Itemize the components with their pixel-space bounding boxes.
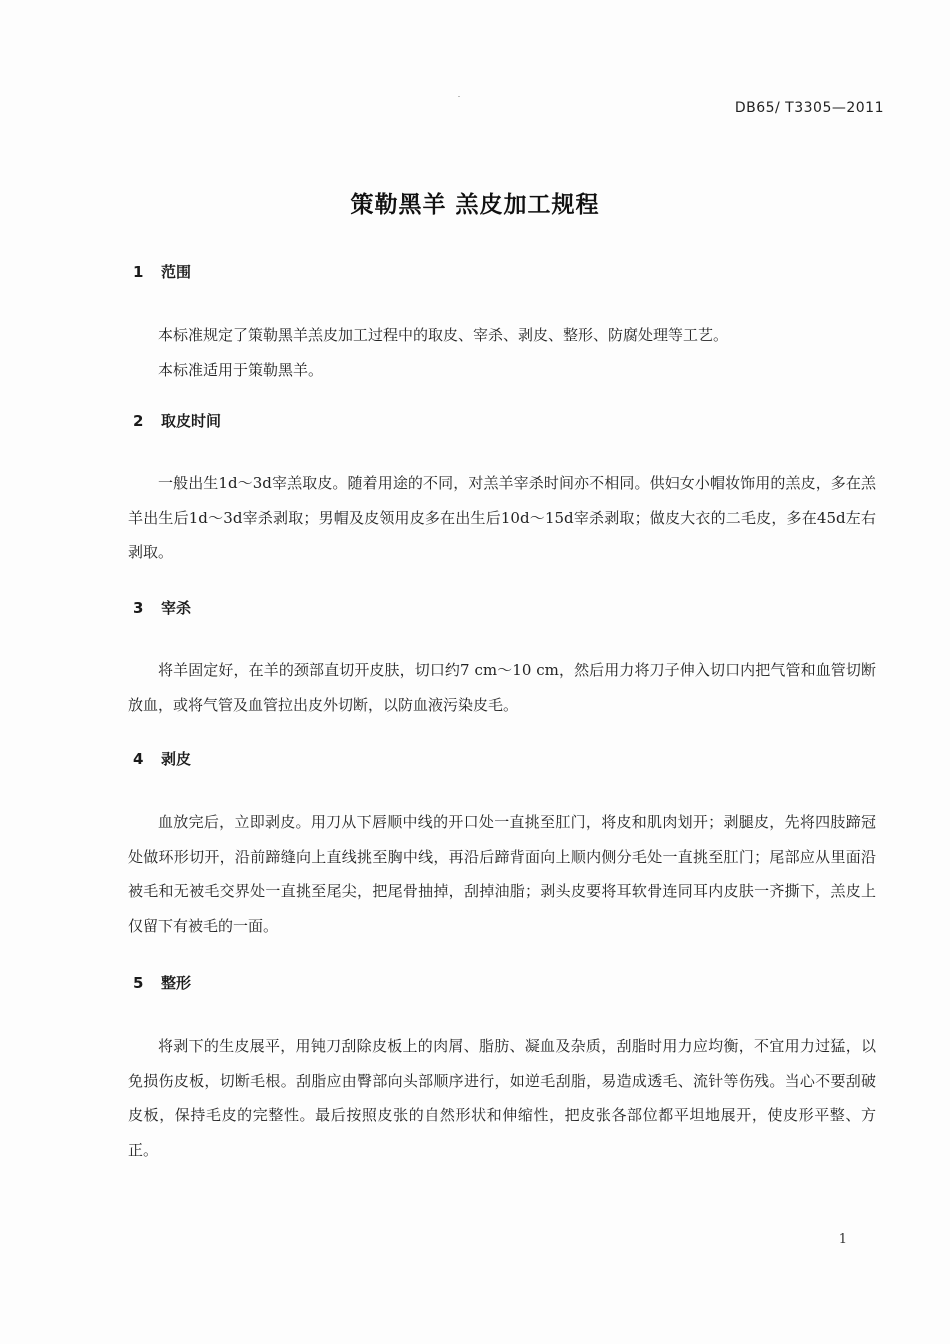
standard-code: DB65/ T3305—2011	[734, 100, 884, 116]
section-body-5	[128, 1029, 876, 1167]
section-body-1	[128, 318, 876, 387]
section-body-4	[128, 805, 876, 943]
section-body-2	[128, 466, 876, 570]
section-title: 范围	[161, 263, 192, 281]
section-heading-5	[133, 972, 191, 993]
section-number: 5	[133, 974, 144, 992]
section-number: 4	[133, 750, 144, 768]
scan-speck	[458, 96, 460, 97]
paragraph: 本标准规定了策勒黑羊羔皮加工过程中的取皮、宰杀、剥皮、整形、防腐处理等工艺。	[158, 326, 729, 344]
section-body-3	[128, 653, 876, 722]
section-heading-3	[133, 597, 191, 618]
paragraph: 将剥下的生皮展平，用钝刀刮除皮板上的肉屑、脂肪、凝血及杂质，刮脂时用力应均衡，不宜用力过猛，以免损伤皮板，切断毛根。刮脂应由臀部向头部顺序进行，如逆毛刮脂，易造成透毛、流针等伤残。当心不要刮破皮板，保持毛皮的完整性。最后按照皮张的自然形状和伸缩性，把皮张各部位都平坦地展开，使皮形平整、方正。	[128, 1037, 876, 1159]
section-heading-4	[133, 748, 191, 769]
paragraph: 一般出生1d～3d宰羔取皮。随着用途的不同，对羔羊宰杀时间亦不相同。供妇女小帽妆饰用的羔皮，多在羔羊出生后1d～3d宰杀剥取；男帽及皮领用皮多在出生后10d～15d宰杀剥取；做皮大衣的二毛皮，多在45d左右剥取。	[128, 474, 876, 561]
paragraph: 血放完后，立即剥皮。用刀从下唇顺中线的开口处一直挑至肛门，将皮和肌肉划开；剥腿皮，先将四肢蹄冠处做环形切开，沿前蹄缝向上直线挑至胸中线，再沿后蹄背面向上顺内侧分毛处一直挑至肛门；尾部应从里面沿被毛和无被毛交界处一直挑至尾尖，把尾骨抽掉，刮掉油脂；剥头皮要将耳软骨连同耳内皮肤一齐撕下，羔皮上仅留下有被毛的一面。	[128, 813, 876, 935]
paragraph: 将羊固定好，在羊的颈部直切开皮肤，切口约7 cm～10 cm，然后用力将刀子伸入切口内把气管和血管切断放血，或将气管及血管拉出皮外切断，以防血液污染皮毛。	[128, 661, 876, 714]
page-number: 1	[838, 1232, 847, 1247]
section-heading-2	[133, 410, 221, 431]
document-title: 策勒黑羊 羔皮加工规程	[350, 192, 600, 218]
section-title: 剥皮	[161, 750, 192, 768]
section-number: 2	[133, 412, 144, 430]
paragraph: 本标准适用于策勒黑羊。	[158, 360, 324, 379]
section-title: 宰杀	[161, 599, 192, 617]
section-number: 1	[133, 263, 144, 281]
section-number: 3	[133, 599, 144, 617]
section-title: 整形	[161, 974, 192, 992]
section-heading-1	[133, 261, 191, 282]
section-title: 取皮时间	[161, 412, 222, 430]
